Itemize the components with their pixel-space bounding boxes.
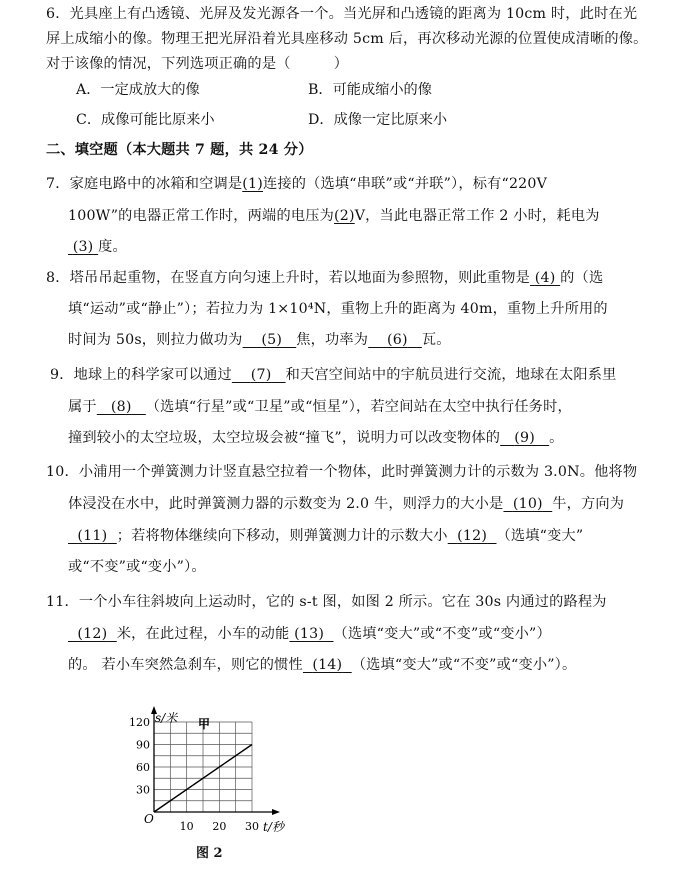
blank-9-label: (9) bbox=[514, 430, 535, 446]
q9-text: 和天宫空间站中的宇航员进行交流，地球在太阳系里 bbox=[285, 367, 617, 383]
q9-text: 撞到较小的太空垃圾，太空垃圾会被“撞飞”，说明力可以改变物体的 bbox=[68, 430, 501, 446]
origin-label: O bbox=[144, 812, 154, 826]
blank-8[interactable] bbox=[97, 399, 146, 415]
q8-line-1 bbox=[46, 268, 603, 288]
q6-option-d: D．成像一定比原来小 bbox=[308, 112, 448, 128]
blank-4-label: (4) bbox=[534, 270, 556, 286]
st-graph bbox=[120, 700, 300, 840]
series-label: 甲 bbox=[198, 717, 211, 731]
q6-option-c: C．成像可能比原来小 bbox=[76, 112, 215, 128]
q7-line-2 bbox=[68, 206, 600, 226]
q8-text: 时间为 50s，则拉力做功为 bbox=[68, 332, 243, 348]
blank-14[interactable] bbox=[303, 657, 352, 673]
q10-line-3 bbox=[68, 526, 583, 546]
q8-line-3 bbox=[68, 330, 451, 350]
graph-grid bbox=[154, 722, 252, 812]
q11-text: 的。 若小车突然急刹车，则它的惯性 bbox=[68, 657, 303, 673]
q10-text: 牛，方向为 bbox=[552, 496, 625, 512]
q7-text: 100W”的电器正常工作时，两端的电压为 bbox=[68, 208, 334, 224]
q9-text: 属于 bbox=[68, 399, 97, 415]
q8-text: 的（选 bbox=[560, 270, 604, 286]
blank-4[interactable] bbox=[530, 270, 560, 286]
blank-11[interactable] bbox=[68, 528, 117, 544]
q8-text: 焦，功率为 bbox=[296, 332, 369, 348]
blank-11-label: (11) bbox=[77, 528, 108, 544]
blank-12[interactable] bbox=[448, 528, 497, 544]
q7-line-1 bbox=[46, 174, 547, 194]
blank-12b-label: (12) bbox=[77, 626, 108, 642]
blank-12b[interactable] bbox=[68, 626, 117, 642]
blank-13[interactable] bbox=[289, 626, 333, 642]
y-tick-label: 120 bbox=[129, 716, 150, 729]
q7-text: 度。 bbox=[98, 239, 127, 255]
q10-line-2 bbox=[68, 494, 624, 514]
blank-6[interactable] bbox=[368, 332, 422, 348]
y-axis-label: s/米 bbox=[155, 711, 178, 725]
q11-text: （选填“变大”或“不变”或“变小”）。 bbox=[351, 657, 577, 673]
q7-text: 连接的（选填“串联”或“并联”），标有“220V bbox=[262, 176, 548, 192]
q11-line-3 bbox=[68, 655, 576, 675]
q6-line-3: 对于该像的情况，下列选项正确的是（ ） bbox=[46, 56, 349, 72]
q7-text: V，当此电器正常工作 2 小时，耗电为 bbox=[354, 208, 600, 224]
blank-7-label: (7) bbox=[250, 367, 272, 383]
blank-1[interactable]: (1) bbox=[242, 176, 263, 192]
q9-line-1 bbox=[50, 365, 617, 385]
q11-text: （选填“变大”或“不变”或“变小”） bbox=[333, 626, 551, 642]
blank-10[interactable] bbox=[503, 496, 552, 512]
q11-line-1: 11．一个小车往斜坡向上运动时，它的 s-t 图，如图 2 所示。它在 30s 内通过的路程为 bbox=[46, 594, 607, 610]
blank-5[interactable] bbox=[243, 332, 297, 348]
q11-line-2 bbox=[68, 624, 551, 644]
blank-9[interactable] bbox=[500, 430, 549, 446]
x-tick-label: 30 bbox=[245, 820, 259, 833]
q9-line-3 bbox=[68, 428, 564, 448]
blank-12-label: (12) bbox=[457, 528, 488, 544]
q8-text: 瓦。 bbox=[421, 332, 451, 348]
q9-text: （选填“行星”或“卫星”或“恒星”），若空间站在太空中执行任务时， bbox=[145, 399, 572, 415]
figure-caption: 图 2 bbox=[196, 846, 223, 861]
blank-8-label: (8) bbox=[110, 399, 132, 415]
x-tick-label: 10 bbox=[179, 820, 194, 833]
blank-5-label: (5) bbox=[261, 332, 283, 348]
q6-option-a: A．一定成放大的像 bbox=[76, 82, 200, 98]
blank-7[interactable] bbox=[232, 367, 286, 383]
q9-text: 。 bbox=[549, 430, 564, 446]
q10-text: 体浸没在水中，此时弹簧测力器的示数变为 2.0 牛，则浮力的大小是 bbox=[68, 496, 504, 512]
q10-line-1: 10．小浦用一个弹簧测力计竖直悬空拉着一个物体，此时弹簧测力计的示数为 3.0N。他将物 bbox=[46, 464, 638, 480]
blank-6-label: (6) bbox=[387, 332, 408, 348]
blank-3-label: (3) bbox=[72, 239, 94, 255]
blank-2[interactable]: (2) bbox=[334, 208, 355, 224]
q11-text: 米，在此过程，小车的动能 bbox=[116, 626, 290, 642]
q9-text: 9．地球上的科学家可以通过 bbox=[50, 367, 232, 383]
q10-text: ；若将物体继续向下移动，则弹簧测力计的示数大小 bbox=[116, 528, 448, 544]
x-axis-label: t/秒 bbox=[263, 820, 284, 834]
blank-10-label: (10) bbox=[512, 496, 543, 512]
q7-text: 7．家庭电路中的冰箱和空调是 bbox=[46, 176, 243, 192]
q6-option-b: B．可能成缩小的像 bbox=[308, 82, 432, 98]
x-axis-arrow bbox=[272, 809, 280, 815]
q9-line-2 bbox=[68, 397, 572, 417]
blank-13-label: (13) bbox=[294, 626, 325, 642]
q10-text: （选填“变大” bbox=[496, 528, 584, 544]
y-tick-label: 90 bbox=[136, 738, 150, 752]
q6-line-1: 6．光具座上有凸透镜、光屏及发光源各一个。当光屏和凸透镜的距离为 10cm 时，此时在光 bbox=[46, 6, 638, 22]
x-tick-label: 20 bbox=[212, 820, 227, 833]
blank-14-label: (14) bbox=[312, 657, 343, 673]
y-tick-label: 60 bbox=[136, 761, 150, 774]
blank-3[interactable] bbox=[68, 239, 98, 255]
q8-line-2: 填“运动”或“静止”）；若拉力为 1×10⁴N，重物上升的距离为 40m，重物上升所用的 bbox=[68, 301, 608, 317]
section-heading: 二、填空题（本大题共 7 题，共 24 分） bbox=[46, 142, 313, 158]
y-tick-label: 30 bbox=[136, 783, 150, 797]
q8-text: 8．塔吊吊起重物，在竖直方向匀速上升时，若以地面为参照物，则此重物是 bbox=[46, 270, 531, 286]
q10-line-4: 或“不变”或“变小”）。 bbox=[68, 559, 206, 575]
q6-line-2: 屏上成缩小的像。物理王把光屏沿着光具座移动 5cm 后，再次移动光源的位置使成清晰的像。 bbox=[46, 31, 648, 47]
q7-line-3 bbox=[68, 237, 127, 257]
